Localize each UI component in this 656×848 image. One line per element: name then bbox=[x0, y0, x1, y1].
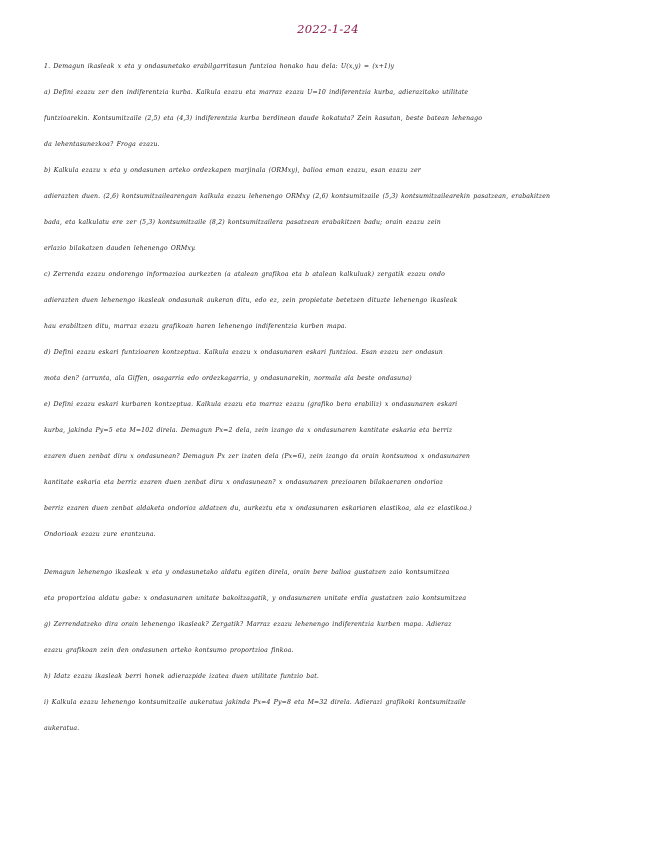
text-line: kurba, jakinda Py=5 eta M=102 direla. Demagun Px=2 dela, zein izango da x ondasunaren kantitate eskaria eta berriz bbox=[44, 427, 453, 434]
exercise-part-2 bbox=[44, 560, 620, 742]
text-line: da lehentasunezkoa? Froga ezazu. bbox=[44, 141, 160, 148]
text-line: adierazten duen. (2,6) kontsumitzailearengan kalkula ezazu lehenengo ORMxy (2,6) kontsumitzaile (5,3) kontsumitzailearekin pasatzean, erabakitzen bbox=[44, 193, 551, 200]
text-line: kantitate eskaria eta berriz ezaren duen zenbat diru x ondasunean? x ondasunaren prezioaren bilakaeraren ondorioz bbox=[44, 479, 443, 486]
text-line: bada, eta kalkulatu ere zer (5,3) kontsumitzaile (8,2) kontsumitzailera pasatzean erabakitzen badu; orain ezazu zein bbox=[44, 219, 441, 226]
text-line: c) Zerrenda ezazu ondorengo informazioa aurkezten (a atalean grafikoa eta b atalean kalkuluak) zergatik ezazu ondo bbox=[44, 271, 446, 278]
text-line: ezaren duen zenbat diru x ondasunean? Demagun Px zer izaten dela (Px=6), zein izango da orain kontsumoa x ondasunaren bbox=[44, 453, 471, 460]
text-line: aukeratua. bbox=[44, 725, 80, 732]
text-line: i) Kalkula ezazu lehenengo kontsumitzaile aukeratua jakinda Px=4 Py=8 eta M=32 direla. Adierazi grafikoki kontsumitzaile bbox=[44, 699, 466, 706]
text-line: mota den? (arrunta, ala Giffen, osagarria edo ordezkagarria, y ondasunarekin, normala ala beste ondasuna) bbox=[44, 375, 412, 382]
text-line: b) Kalkula ezazu x eta y ondasunen arteko ordezkapen marjinala (ORMxy), balioa eman ezazu, esan ezazu zer bbox=[44, 167, 421, 174]
exercise-part-1 bbox=[44, 54, 620, 548]
text-line: a) Defini ezazu zer den indiferentzia kurba. Kalkula ezazu eta marraz ezazu U=10 indiferentzia kurba, adierazitako utilitate bbox=[44, 89, 469, 96]
page-date: 2022-1-24 bbox=[297, 22, 359, 36]
text-line: e) Defini ezazu eskari kurbaren kontzeptua. Kalkula ezazu eta marraz ezazu (grafiko bera erabiliz) x ondasunaren eskari bbox=[44, 401, 458, 408]
text-line: ezazu grafikoan zein den ondasunen arteko kontsumo proportzioa finkoa. bbox=[44, 647, 294, 654]
text-line: 1. Demagun ikasleak x eta y ondasunetako erabilgarritasun funtzioa honako hau dela: U(x,y) = (x+1)y bbox=[44, 63, 395, 70]
text-line: g) Zerrendatzeko dira orain lehenengo ikasleak? Zergatik? Marraz ezazu lehenengo indiferentzia kurben mapa. Adieraz bbox=[44, 621, 452, 628]
text-line: Demagun lehenengo ikasleak x eta y ondasunetako aldatu egiten direla, orain bere balioa gustatzen zaio kontsumitzea bbox=[44, 569, 450, 576]
text-line: eta proportzioa aldatu gabe: x ondasunaren unitate bakoitzagatik, y ondasunaren unitate erdia gustatzen zaio kontsumitzea bbox=[44, 595, 467, 602]
text-line: hau erabiltzen ditu, marraz ezazu grafikoan haren lehenengo indiferentzia kurben mapa. bbox=[44, 323, 347, 330]
text-line: erlazio bilakatzen dauden lehenengo ORMxy. bbox=[44, 245, 196, 252]
text-line: d) Defini ezazu eskari funtzioaren kontzeptua. Kalkula ezazu x ondasunaren eskari funtzioa. Esan ezazu zer ondasun bbox=[44, 349, 443, 356]
text-line: berriz ezaren duen zenbat aldaketa ondorioz aldatzen du, aurkeztu eta x ondasunaren eskariaren elastikoa, ala ez elastikoa.) bbox=[44, 505, 472, 512]
text-line: adierazten duen lehenengo ikasleak ondasunak aukeran ditu, edo ez, zein propietate betetzen dituzte lehenengo ikasleak bbox=[44, 297, 458, 304]
text-line: funtzioarekin. Kontsumitzaile (2,5) eta (4,3) indiferentzia kurba berdinean daude kokatuta? Zein kasutan, beste batean lehenago bbox=[44, 115, 483, 122]
text-line: h) Idatz ezazu ikasleak berri honek adierazpide izatea duen utilitate funtzio bat. bbox=[44, 673, 319, 680]
text-line: Ondorioak ezazu zure erantzuna. bbox=[44, 531, 156, 538]
